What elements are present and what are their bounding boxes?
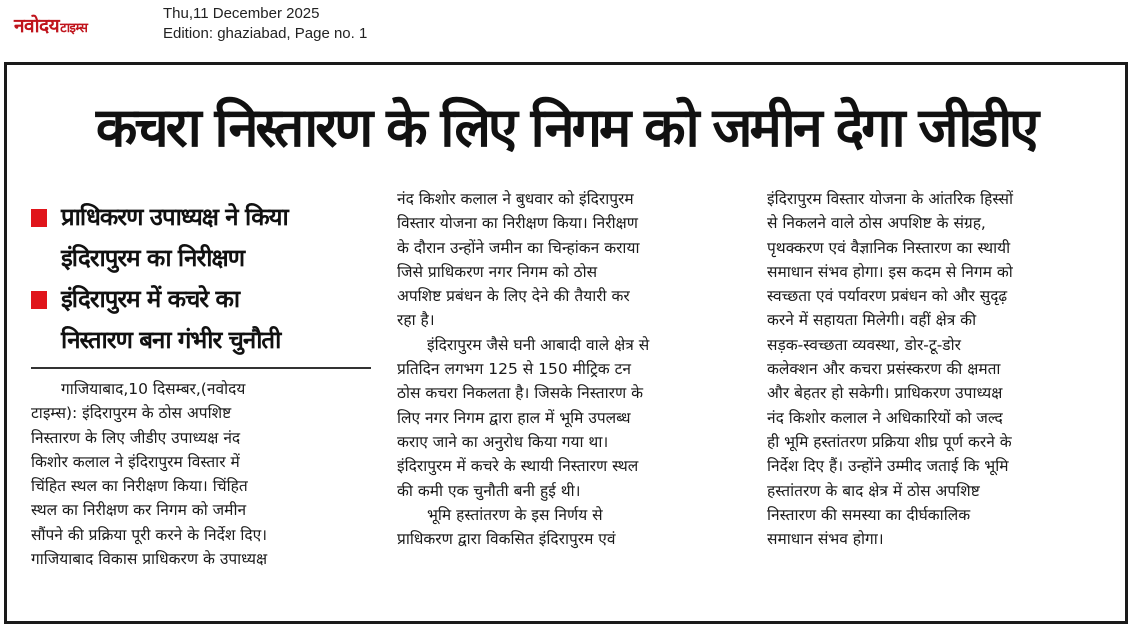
- article-clipping: [4, 62, 1128, 624]
- text-line: सड़क-स्वच्छता व्यवस्था, डोर-टू-डोर: [767, 335, 961, 354]
- subheads: [31, 197, 376, 361]
- logo-main: नवोदय: [14, 15, 60, 37]
- bullet-square-icon: [31, 291, 47, 309]
- text-line: निर्देश दिए हैं। उन्होंने उम्मीद जताई कि भूमि: [767, 457, 1009, 476]
- text-line: इंदिरापुरम विस्तार योजना के आंतरिक हिस्सों: [767, 190, 1013, 208]
- text-line: समाधान संभव होगा।: [767, 530, 884, 549]
- text-line: करने में सहायता मिलेगी। वहीं क्षेत्र की: [767, 311, 977, 330]
- text-line: नंद किशोर कलाल ने अधिकारियों को जल्द: [767, 408, 1003, 427]
- text-line: पृथक्करण एवं वैज्ञानिक निस्तारण का स्थायी: [767, 238, 1011, 257]
- article-column-1: [31, 377, 376, 571]
- text-line: प्रतिदिन लगभग 125 से 150 मीट्रिक टन: [397, 360, 632, 379]
- text-line: और बेहतर हो सकेगी। प्राधिकरण उपाध्यक्ष: [767, 384, 1003, 403]
- edition-date: Thu,11 December 2025: [163, 5, 320, 22]
- subhead-1: [31, 197, 376, 279]
- text-line: गाजियाबाद विकास प्राधिकरण के उपाध्यक्ष: [31, 550, 268, 569]
- text-line: समाधान संभव होगा। इस कदम से निगम को: [767, 262, 1013, 281]
- text-line: गाजियाबाद,10 दिसम्बर,(नवोदय: [61, 380, 246, 398]
- text-line: चिंहित स्थल का निरीक्षण किया। चिंहित: [31, 477, 248, 496]
- text-line: रहा है।: [397, 311, 435, 330]
- text-line: कराए जाने का अनुरोध किया गया था।: [397, 432, 609, 451]
- text-line: निस्तारण के लिए जीडीए उपाध्यक्ष नंद: [31, 428, 241, 447]
- text-line: की कमी एक चुनौती बनी हुई थी।: [397, 481, 581, 500]
- text-line: सौंपने की प्रक्रिया पूरी करने के निर्देश दिए।: [31, 525, 268, 544]
- article-headline: कचरा निस्तारण के लिए निगम को जमीन देगा जीडीए: [95, 96, 1037, 159]
- subhead-line: प्राधिकरण उपाध्यक्ष ने किया: [61, 203, 288, 231]
- text-line: जिसे प्राधिकरण नगर निगम को ठोस: [397, 262, 598, 281]
- subhead-2: [31, 279, 376, 361]
- edition-meta: [163, 4, 367, 44]
- subhead-line: निस्तारण बना गंभीर चुनौती: [61, 326, 281, 354]
- text-line: अपशिष्ट प्रबंधन के लिए देने की तैयारी कर: [397, 287, 630, 306]
- text-line: ही भूमि हस्तांतरण प्रक्रिया शीघ्र पूर्ण करने के: [767, 432, 1012, 451]
- text-line: स्थल का निरीक्षण कर निगम को जमीन: [31, 501, 247, 520]
- subhead-divider: [31, 367, 371, 369]
- edition-info: Edition: ghaziabad, Page no. 1: [163, 25, 368, 42]
- subhead-line: इंदिरापुरम का निरीक्षण: [61, 244, 245, 272]
- text-line: हस्तांतरण के बाद क्षेत्र में ठोस अपशिष्ट: [767, 481, 980, 500]
- text-line: टाइम्स): इंदिरापुरम के ठोस अपशिष्ट: [31, 404, 232, 423]
- text-line: किशोर कलाल ने इंदिरापुरम विस्तार में: [31, 452, 240, 471]
- logo-sub: टाइम्स: [60, 21, 88, 36]
- text-line: विस्तार योजना का निरीक्षण किया। निरीक्षण: [397, 214, 638, 233]
- text-line: प्राधिकरण द्वारा विकसित इंदिरापुरम एवं: [397, 530, 616, 549]
- subhead-line: इंदिरापुरम में कचरे का: [61, 285, 240, 313]
- text-line: लिए नगर निगम द्वारा हाल में भूमि उपलब्ध: [397, 408, 631, 427]
- bullet-square-icon: [31, 209, 47, 227]
- text-line: ठोस कचरा निकलता है। जिसके निस्तारण के: [397, 384, 643, 403]
- text-line: स्वच्छता एवं पर्यावरण प्रबंधन को और सुदृढ़: [767, 287, 1008, 306]
- text-line: नंद किशोर कलाल ने बुधवार को इंदिरापुरम: [397, 190, 634, 208]
- article-column-2: [397, 187, 742, 551]
- text-line: निस्तारण की समस्या का दीर्घकालिक: [767, 505, 971, 524]
- text-line: के दौरान उन्होंने जमीन का चिन्हांकन कराया: [397, 238, 640, 257]
- text-line: कलेक्शन और कचरा प्रसंस्करण की क्षमता: [767, 360, 1001, 379]
- newspaper-logo[interactable]: [14, 12, 87, 38]
- top-bar: [0, 0, 1148, 50]
- text-line: इंदिरापुरम में कचरे के स्थायी निस्तारण स्थल: [397, 457, 639, 476]
- text-line: इंदिरापुरम जैसे घनी आबादी वाले क्षेत्र से: [427, 335, 650, 354]
- article-column-3: [767, 187, 1112, 551]
- text-line: भूमि हस्तांतरण के इस निर्णय से: [427, 505, 603, 524]
- text-line: से निकलने वाले ठोस अपशिष्ट के संग्रह,: [767, 214, 986, 233]
